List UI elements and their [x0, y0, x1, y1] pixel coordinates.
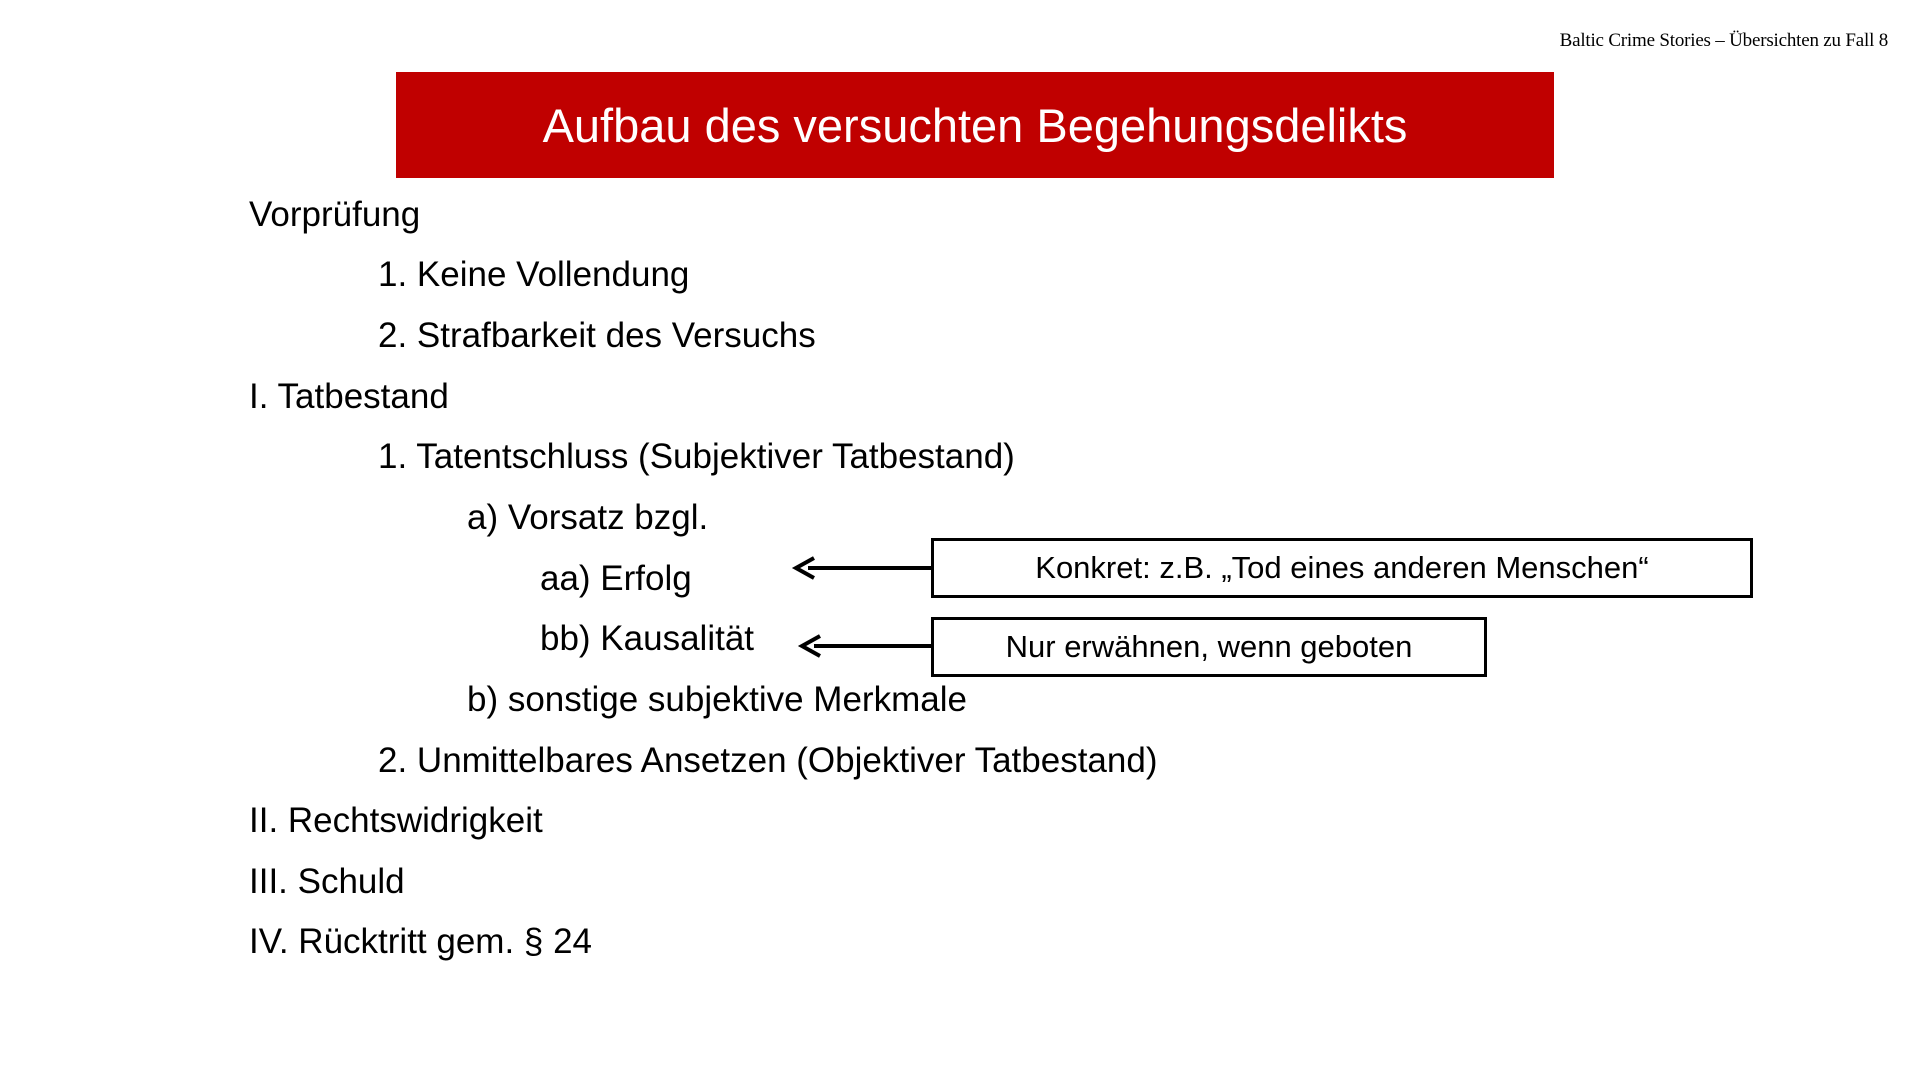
outline-strafbarkeit: 2. Strafbarkeit des Versuchs — [378, 316, 816, 355]
title-bar — [396, 72, 1554, 178]
outline-vorsatz: a) Vorsatz bzgl. — [467, 498, 709, 537]
note-erfolg-text: Konkret: z.B. „Tod eines anderen Menschen“ — [1035, 550, 1649, 585]
outline-kausalitaet: bb) Kausalität — [540, 619, 755, 658]
outline-sonstige: b) sonstige subjektive Merkmale — [467, 680, 967, 719]
note-kausalitaet-text: Nur erwähnen, wenn geboten — [1005, 629, 1413, 664]
note-box-kausalitaet — [931, 617, 1487, 677]
outline-erfolg: aa) Erfolg — [540, 559, 692, 598]
outline-tatbestand: I. Tatbestand — [249, 377, 449, 416]
outline-vorpruefung: Vorprüfung — [249, 195, 421, 234]
outline-schuld: III. Schuld — [249, 862, 405, 901]
slide-title: Aufbau des versuchten Begehungsdelikts — [542, 98, 1408, 152]
outline-ruecktritt: IV. Rücktritt gem. § 24 — [249, 922, 593, 961]
note-box-erfolg — [931, 538, 1753, 598]
outline-ansetzen: 2. Unmittelbares Ansetzen (Objektiver Tatbestand) — [378, 741, 1158, 780]
arrow-erfolg — [796, 558, 931, 578]
outline-tatentschluss: 1. Tatentschluss (Subjektiver Tatbestand) — [378, 437, 1015, 476]
header-note: Baltic Crime Stories – Übersichten zu Fall 8 — [1559, 30, 1888, 51]
outline-rechtswidrigkeit: II. Rechtswidrigkeit — [249, 801, 543, 840]
arrow-kausalitaet — [802, 636, 931, 656]
outline-keine-vollendung: 1. Keine Vollendung — [378, 255, 690, 294]
